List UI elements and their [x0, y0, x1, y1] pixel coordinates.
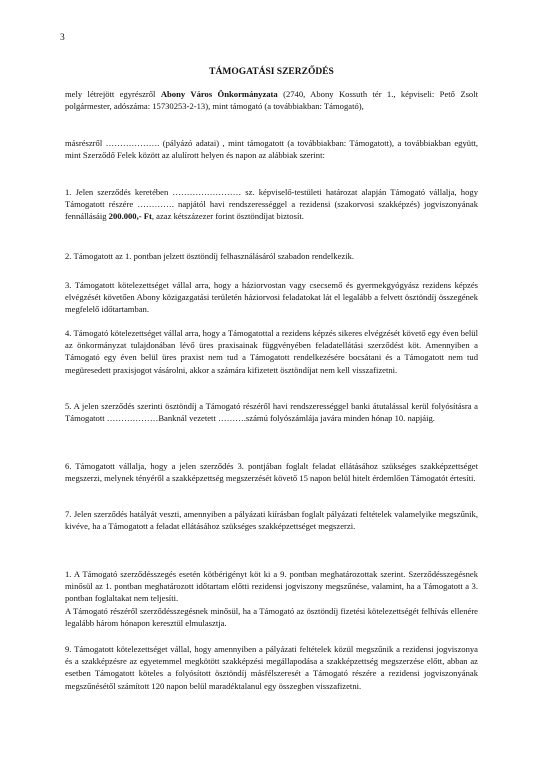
second-party-paragraph: másrészről ………………. (pályázó adatai) , mint támogatott (a továbbiakban: Támogatott), a továbbiakban együtt, mint Szerződő Felek között az alulírott helyen és napon az alábbiak szerint:: [65, 138, 478, 161]
intro-paragraph: [65, 88, 478, 112]
p1-amount: 200.000,- Ft: [108, 211, 152, 222]
paragraph-2: 2. Támogatott az 1. pontban jelzett ösztöndíj felhasználásáról szabadon rendelkezik.: [65, 251, 355, 261]
p1-before: 1. Jelen szerződés keretében …………………… sz. képviselő-testületi határozat alapján Támogató vállalja, hogy Támogatott részére …………. napjától havi rendszerességgel a rezidensi (szakorvosi szakképzés) jogviszonyának fennállásáig: [65, 187, 478, 222]
paragraph-1: [65, 186, 478, 223]
paragraph-4: 4. Támogató kötelezettséget vállal arra, hogy a Támogatottal a rezidens képzés sikeres elvégzését követő egy éven belül az önkormányzat tulajdonában lévő üres praxisainak függvényében feladatellátási szerződést köt. Amennyiben a Támogató egy éven belül üres praxist nem tud a Támogatott rendelkezésére bocsátani és a Támogatott nem tud megüresedett praxisjogot vásárolni, akkor a számára kifizetett ösztöndíjat nem kell visszafizetni.: [65, 328, 478, 375]
p1-after: , azaz kétszázezer forint ösztöndíjat biztosít.: [151, 211, 304, 222]
paragraph-6: 6. Támogatott vállalja, hogy a jelen szerződés 3. pontjában foglalt feladat ellátásához szükséges szakképzettséget megszerzi, melynek tényéről a szakképzettség megszerzését követő 15 napon belül hitelt érdemlően Támogatót értesíti.: [65, 461, 478, 484]
intro-after: (2740, Abony Kossuth tér 1., képviseli: Pető Zsolt polgármester, adószáma: 15730253-2-13), mint támogató (a továbbiakban: Támogató),: [65, 89, 478, 112]
paragraph-8b: A Támogató részéről szerződésszegésnek minősül, ha a Támogató az ösztöndíj fizetési kötelezettségét felhívás ellenére legalább három hónapon keresztül elmulasztja.: [65, 606, 478, 629]
paragraph-9: 9. Támogatott kötelezettséget vállal, hogy amennyiben a pályázati feltételek közül megszűnik a rezidensi jogviszonya és a szakképzésre az egyetemmel megkötött szakképzési megállapodása a szakképzettség megszerzése előtt, abban az esetben Támogatott köteles a folyósított ösztöndíj másfélszeresét a Támogató részére a rezidensi jogviszonyának megszűnésétől számított 120 napon belül maradéktalanul egy összegben visszafizetni.: [65, 644, 478, 691]
intro-org: Abony Város Önkormányzata: [160, 89, 278, 99]
paragraph-8a: 1. A Támogató szerződésszegés esetén kötbérigényt köt ki a 9. pontban meghatározottak szerint. Szerződésszegésnek minősül az 1. pontban meghatározott időtartam előtti rezidensi jogviszony megszűnése, valamint, ha a Támogatott a 3. pontban foglaltakat nem teljesíti.: [65, 569, 478, 604]
intro-before: mely létrejött egyrészről: [65, 89, 161, 99]
document-title: TÁMOGATÁSI SZERZŐDÉS: [209, 67, 334, 77]
page-number: 3: [60, 33, 65, 43]
paragraph-5: 5. A jelen szerződés szerinti ösztöndíj a Támogató részéről havi rendszerességgel banki átutalással kerül folyósításra a Támogatott ………………Banknál vezetett ……….számú folyószámlája javára minden hónap 10. napjáig.: [65, 401, 478, 424]
paragraph-7: 7. Jelen szerződés hatályát veszti, amennyiben a pályázati kiírásban foglalt pályázati feltételek valamelyike megszűnik, kivéve, ha a Támogatott a feladat ellátásához szükséges szakképzettséget megszerzi.: [65, 509, 478, 532]
paragraph-3: 3. Támogatott kötelezettséget vállal arra, hogy a háziorvostan vagy csecsemő és gyermekgyógyász rezidens képzés elvégzését követően Abony közigazgatási területén háziorvosi feladatokat lát el legalább a felvett ösztöndíj összegének megfelelő időtartamban.: [65, 280, 478, 315]
